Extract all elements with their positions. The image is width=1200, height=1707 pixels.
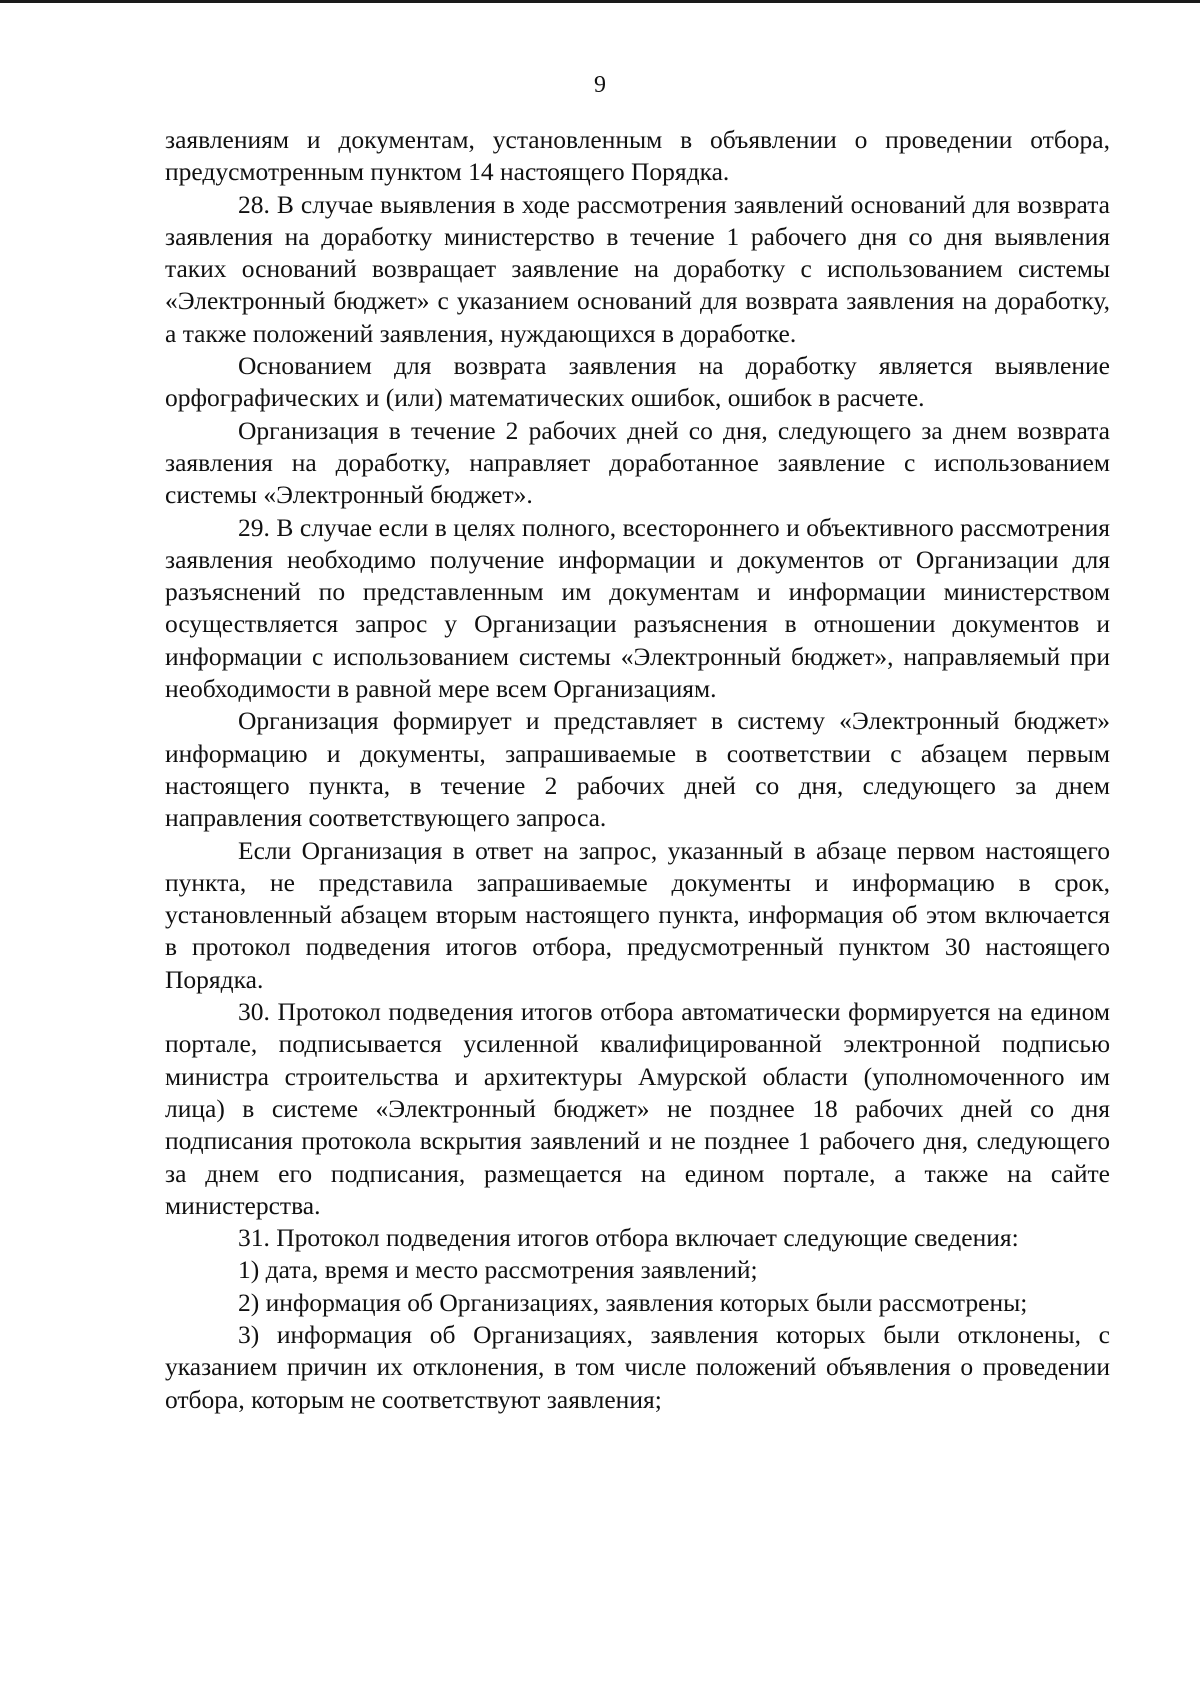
list-item-2: 2) информация об Организациях, заявления которых были рассмотрены;	[238, 1287, 1028, 1317]
paragraph-item-28: 28. В случае выявления в ходе рассмотрения заявлений оснований для возврата заявления на доработку министерство в течение 1 рабочего дня со дня выявления таких оснований возвращает заявление на доработку с использованием системы «Электронный бюджет» с указанием оснований для возврата заявления на доработку, а также положений заявления, нуждающихся в доработке.	[165, 189, 1110, 348]
paragraph-no-response: Если Организация в ответ на запрос, указанный в абзаце первом настоящего пункта, не представила запрашиваемые документы и информацию в срок, установленный абзацем вторым настоящего пункта, информация об этом включается в протокол подведения итогов отбора, предусмотренный пунктом 30 настоящего Порядка.	[165, 835, 1110, 994]
paragraph-item-29: 29. В случае если в целях полного, всестороннего и объективного рассмотрения заявления необходимо получение информации и документов от Организации для разъяснений по представленным им документам и информации министерством осуществляется запрос у Организации разъяснения в отношении документов и информации с использованием системы «Электронный бюджет», направляемый при необходимости в равной мере всем Организациям.	[165, 512, 1110, 704]
paragraph-resubmission: Организация в течение 2 рабочих дней со дня, следующего за днем возврата заявления на доработку, направляет доработанное заявление с использованием системы «Электронный бюджет».	[165, 415, 1110, 510]
paragraph-item-31: 31. Протокол подведения итогов отбора включает следующие сведения:	[238, 1223, 1019, 1253]
document-body	[165, 124, 1110, 1416]
paragraph-clarification-response: Организация формирует и представляет в систему «Электронный бюджет» информацию и документы, запрашиваемые в соответствии с абзацем первым настоящего пункта, в течение 2 рабочих дней со дня, следующего за днем направления соответствующего запроса.	[165, 706, 1110, 833]
paragraph-continuation: заявлениям и документам, установленным в объявлении о проведении отбора, предусмотренным пунктом 14 настоящего Порядка.	[165, 125, 1110, 187]
page-number: 9	[594, 72, 606, 98]
paragraph-item-30: 30. Протокол подведения итогов отбора автоматически формируется на едином портале, подписывается усиленной квалифицированной электронной подписью министра строительства и архитектуры Амурской области (уполномоченного им лица) в системе «Электронный бюджет» не позднее 18 рабочих дней со дня подписания протокола вскрытия заявлений и не позднее 1 рабочего дня, следующего за днем его подписания, размещается на едином портале, а также на сайте министерства.	[165, 997, 1110, 1220]
paragraph-return-grounds: Основанием для возврата заявления на доработку является выявление орфографических и (или) математических ошибок, ошибок в расчете.	[165, 351, 1110, 413]
list-item-3: 3) информация об Организациях, заявления которых были отклонены, с указанием причин их отклонения, в том числе положений объявления о проведении отбора, которым не соответствуют заявления;	[165, 1319, 1110, 1414]
list-item-1: 1) дата, время и место рассмотрения заявлений;	[238, 1255, 758, 1285]
